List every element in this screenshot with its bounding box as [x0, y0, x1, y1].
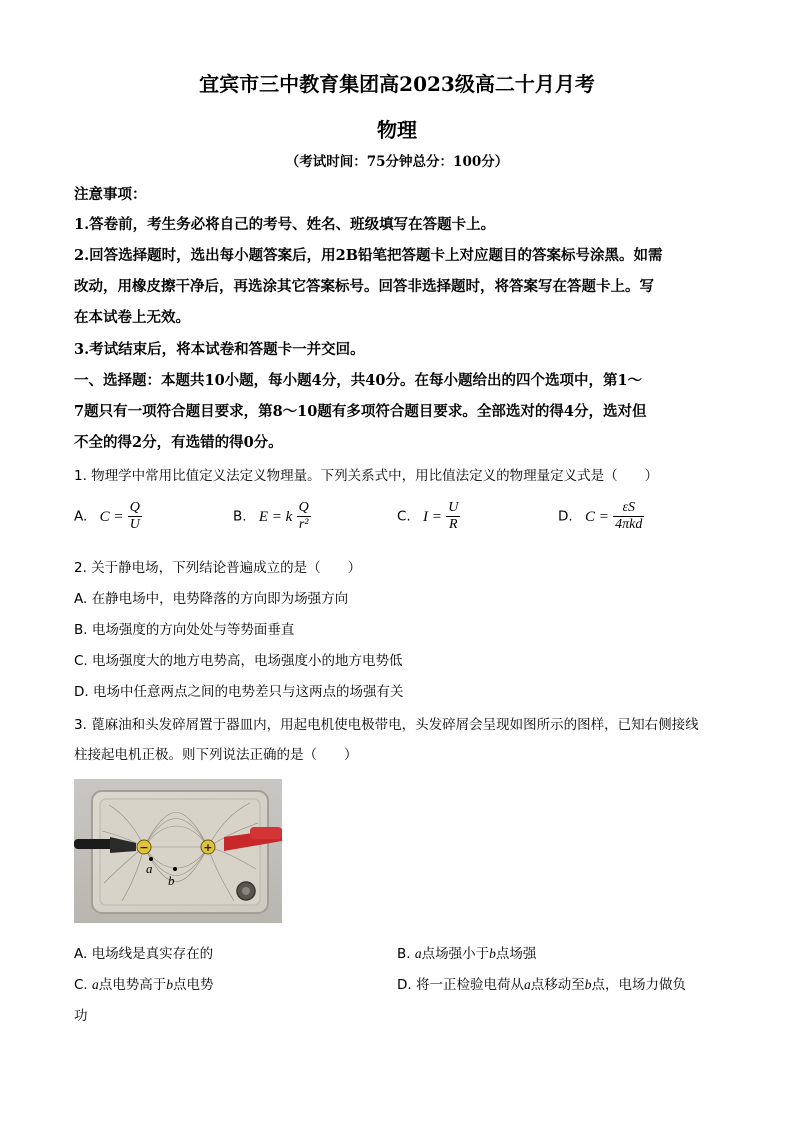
q2-option-d: D. 电场中任意两点之间的电势差只与这两点的场强有关	[74, 684, 404, 700]
q1-option-d-denominator: 4πkd	[615, 517, 643, 532]
q3-option-b-var-b: b	[489, 946, 496, 961]
q3-option-d-prefix: D. 将一正检验电荷从	[397, 977, 524, 993]
q3-option-b-middle: 点场强小于	[421, 946, 490, 962]
q3-option-c	[74, 973, 214, 993]
q1-option-a-label: A.	[74, 508, 88, 525]
q1-option-a-denominator: U	[129, 517, 140, 532]
q3-option-c-var-b: b	[166, 977, 174, 992]
point-a-label: a	[146, 861, 153, 876]
q3-option-d-var-a: a	[523, 977, 531, 992]
notice-item-1: 1.答卷前，考生务必将自己的考号、姓名、班级填写在答题卡上。	[74, 216, 496, 233]
q1-option-a-numerator: Q	[129, 500, 140, 515]
minus-sign: −	[139, 841, 149, 854]
point-b-label: b	[168, 873, 175, 888]
q2-stem: 2. 关于静电场，下列结论普遍成立的是（ ）	[74, 560, 362, 576]
q3-stem-line-2: 柱接起电机正极。则下列说法正确的是（ ）	[74, 747, 358, 763]
q3-option-d-suffix: 点，电场力做负	[591, 977, 686, 993]
q3-option-b-prefix: B.	[397, 946, 415, 962]
q3-option-d-wrap: 功	[74, 1008, 88, 1024]
exam-info: （考试时间：75分钟总分：100分）	[285, 154, 509, 170]
plus-sign: +	[203, 841, 213, 854]
q3-option-b-suffix: 点场强	[495, 946, 537, 962]
q3-option-c-middle: 点电势高于	[98, 977, 167, 993]
point-b	[173, 867, 177, 871]
dish-inner	[100, 799, 260, 905]
q1-option-b-numerator: Q	[298, 500, 309, 515]
red-wire	[250, 827, 282, 839]
q3-option-d	[397, 973, 686, 993]
q3-option-c-var-a: a	[92, 977, 99, 992]
q1-option-c-label: C.	[397, 508, 411, 525]
section-1-line-2: 7题只有一项符合题目要求，第8～10题有多项符合题目要求。全部选对的得4分，选对但	[74, 403, 647, 420]
q3-option-c-prefix: C.	[74, 977, 93, 993]
q3-option-b	[397, 942, 536, 962]
q1-option-d-fraction	[613, 500, 644, 533]
q1-option-c-numerator: U	[448, 500, 459, 515]
section-1-line-3: 不全的得2分，有选错的得0分。	[74, 434, 283, 451]
q1-option-d	[558, 500, 644, 533]
notice-heading: 注意事项：	[74, 186, 147, 203]
notice-item-2-line-1: 2.回答选择题时，选出每小题答案后，用2B铅笔把答题卡上对应题目的答案标号涂黑。如需	[74, 247, 663, 264]
q1-stem: 1. 物理学中常用比值定义法定义物理量。下列关系式中，用比值法定义的物理量定义式是（ ）	[74, 468, 659, 484]
q1-option-c	[397, 500, 460, 533]
q1-option-c-fraction	[446, 500, 460, 533]
dish-knob-center	[242, 887, 250, 895]
q3-option-c-suffix: 点电势	[173, 977, 214, 993]
q1-option-a-lhs: C =	[99, 508, 124, 525]
q3-option-a: A. 电场线是真实存在的	[74, 946, 214, 962]
exam-title: 宜宾市三中教育集团高2023级高二十月月考	[199, 72, 595, 96]
q1-option-b-lhs: E = k	[258, 508, 293, 525]
q3-option-d-middle: 点移动至	[530, 977, 585, 993]
notice-item-2-line-3: 在本试卷上无效。	[74, 309, 190, 326]
q1-option-c-lhs: I =	[423, 508, 442, 525]
q1-option-b	[233, 500, 311, 533]
q1-option-a-fraction	[128, 500, 142, 533]
q1-option-d-label: D.	[558, 508, 573, 525]
q3-option-b-var-a: a	[414, 946, 422, 961]
q2-option-c: C. 电场强度大的地方电势高，电场强度小的地方电势低	[74, 653, 403, 669]
electric-field-photo	[74, 779, 282, 923]
q1-option-a	[74, 500, 142, 533]
subject-title: 物理	[377, 118, 417, 142]
q1-option-c-denominator: R	[448, 517, 458, 532]
q1-option-b-denominator: r²	[298, 517, 309, 532]
q1-option-d-lhs: C =	[584, 508, 609, 525]
q3-option-d-var-b: b	[584, 977, 592, 992]
q2-option-b: B. 电场强度的方向处处与等势面垂直	[74, 622, 295, 638]
q3-stem-line-1: 3. 蓖麻油和头发碎屑置于器皿内，用起电机使电极带电，头发碎屑会呈现如图所示的图样，已知右侧接线	[74, 717, 699, 733]
black-wire	[74, 839, 114, 849]
notice-item-3: 3.考试结束后，将本试卷和答题卡一并交回。	[74, 341, 365, 358]
q1-option-b-label: B.	[233, 508, 247, 525]
notice-item-2-line-2: 改动，用橡皮擦干净后，再选涂其它答案标号。回答非选择题时，将答案写在答题卡上。写	[74, 278, 654, 295]
q2-option-a: A. 在静电场中，电势降落的方向即为场强方向	[74, 591, 349, 607]
section-1-line-1: 一、选择题：本题共10小题，每小题4分，共40分。在每小题给出的四个选项中，第1～	[74, 372, 643, 389]
q1-option-d-numerator: εS	[613, 500, 644, 517]
q1-option-b-fraction	[297, 500, 311, 533]
